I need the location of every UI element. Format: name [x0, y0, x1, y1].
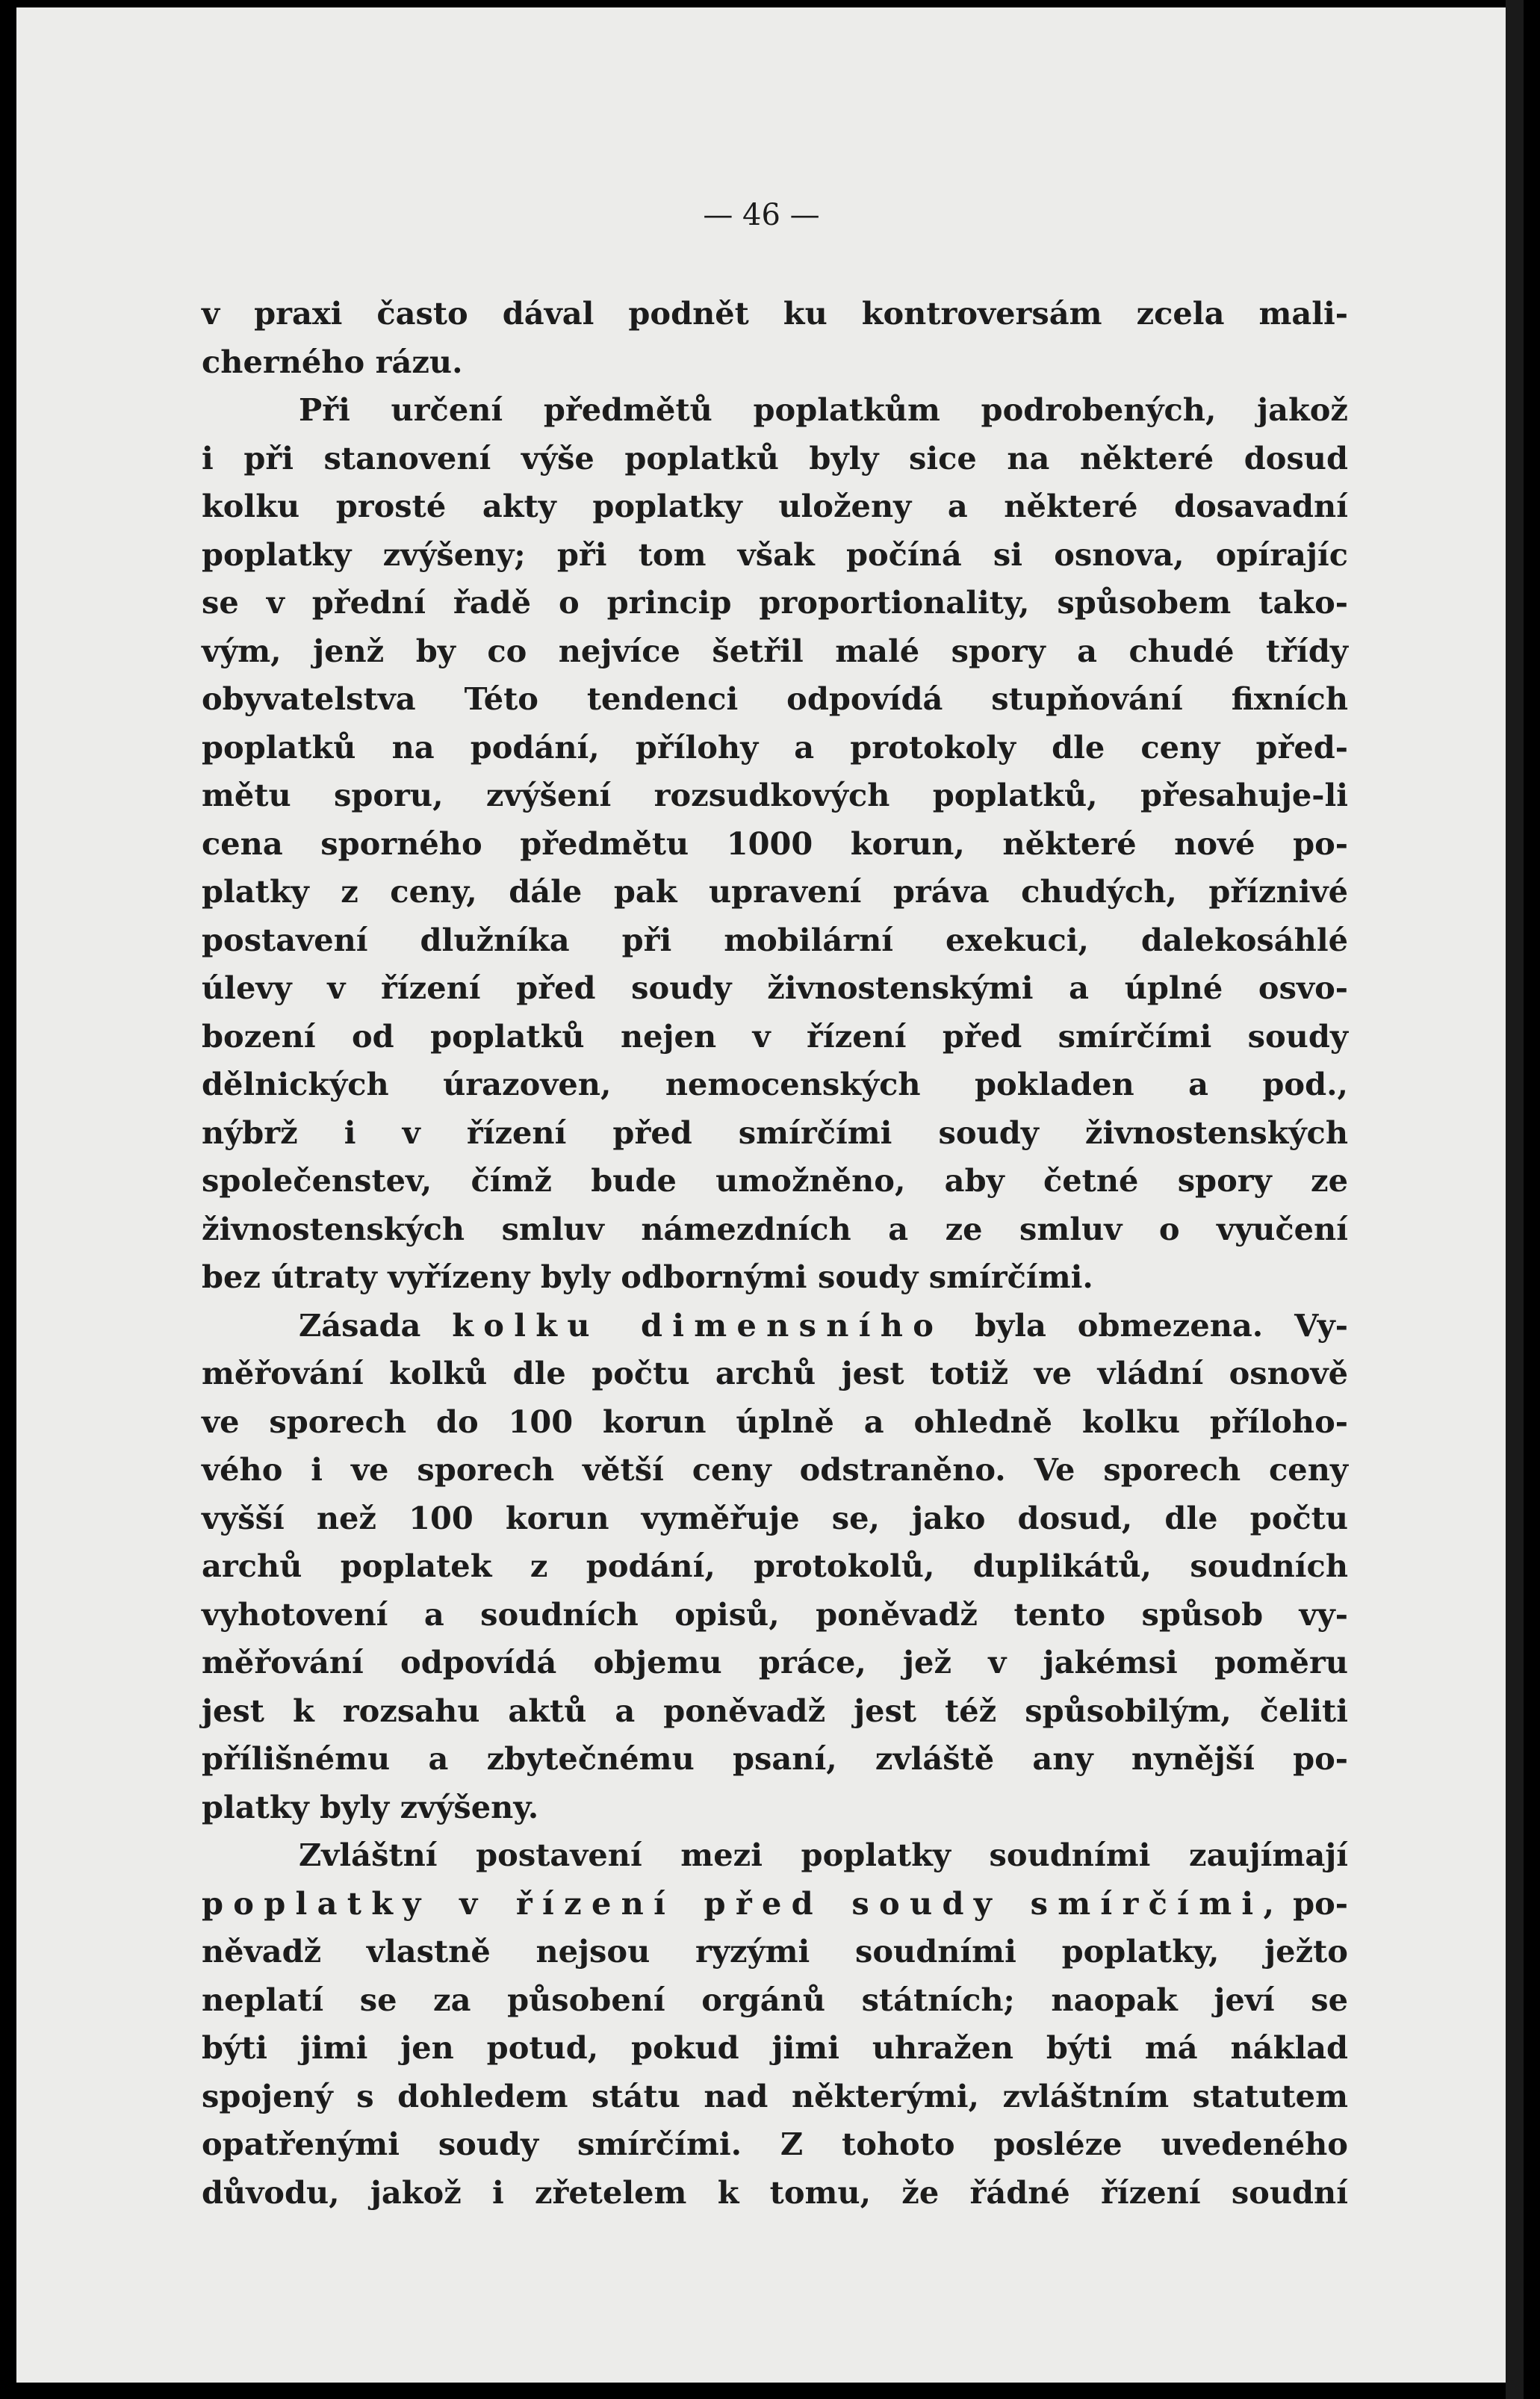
text-line: opatřenými soudy smírčími. Z tohoto posléze uvedeného: [202, 2126, 1348, 2162]
text-line: důvodu, jakož i zřetelem k tomu, že řádné řízení soudní: [202, 2173, 1348, 2211]
text-line: poplatků na podání, přílohy a protokoly dle ceny před-: [202, 728, 1348, 766]
text-line: archů poplatek z podání, protokolů, duplikátů, soudních: [202, 1548, 1348, 1584]
text-line: ve sporech do 100 korun úplně a ohledně kolku příloho-: [202, 1403, 1348, 1440]
text-line: živnostenských smluv námezdních a ze smluv o vyučení: [202, 1210, 1348, 1247]
body-text: [202, 290, 1348, 2217]
text-line: postavení dlužníka při mobilární exekuci, dalekosáhlé: [202, 921, 1348, 958]
paragraph-start-line: Při určení předmětů poplatkům podrobených, jakož: [299, 391, 1348, 428]
text-line: měřování kolků dle počtu archů jest totiž ve vládní osnově: [202, 1355, 1348, 1391]
text-line: platky z ceny, dále pak upravení práva chudých, příznivé: [202, 873, 1348, 910]
text-line: obyvatelstva Této tendenci odpovídá stupňování fixních: [202, 680, 1348, 717]
text-line: úlevy v řízení před soudy živnostenskými a úplné osvo-: [202, 969, 1348, 1006]
text-line: poplatky zvýšeny; při tom však počíná si osnova, opírajíc: [202, 536, 1348, 573]
text-line: přílišnému a zbytečnému psaní, zvláště any nynější po-: [202, 1740, 1348, 1777]
text-line: nýbrž i v řízení před smírčími soudy živnostenských: [202, 1114, 1348, 1151]
page-edge-shadow: [1506, 0, 1524, 2399]
text-line: i při stanovení výše poplatků byly sice na některé dosud: [202, 439, 1348, 477]
text-line: poplatky v řízení před soudy smírčími, po-: [202, 1884, 1348, 1922]
text-line: vyšší než 100 korun vyměřuje se, jako dosud, dle počtu: [202, 1499, 1348, 1536]
text-line: vyhotovení a soudních opisů, poněvadž tento spůsob vy-: [202, 1595, 1348, 1633]
paragraph-start-line: Zvláštní postavení mezi poplatky soudními zaujímají: [299, 1837, 1348, 1873]
text-line: dělnických úrazoven, nemocenských pokladen a pod.,: [202, 1066, 1348, 1102]
emphasized-term: poplatky v řízení před soudy smírčími: [202, 1884, 1264, 1922]
text-line: se v přední řadě o princip proportionality, spůsobem tako-: [202, 584, 1348, 621]
text-line: společenstev, čímž bude umožněno, aby četné spory ze: [202, 1162, 1348, 1199]
text-line: mětu sporu, zvýšení rozsudkových poplatků, přesahuje-li: [202, 777, 1348, 813]
emphasized-term: kolku dimensního: [452, 1306, 944, 1344]
text-line: bození od poplatků nejen v řízení před smírčími soudy: [202, 1017, 1348, 1055]
book-page: [16, 7, 1506, 2383]
text-line: vého i ve sporech větší ceny odstraněno. Ve sporech ceny: [202, 1451, 1348, 1488]
text-line: býti jimi jen potud, pokud jimi uhražen býti má náklad: [202, 2029, 1348, 2066]
paragraph-start-line: Zásada kolku dimensního byla obmezena. Vy-: [299, 1306, 1349, 1344]
text-line: jest k rozsahu aktů a poněvadž jest též spůsobilým, čeliti: [202, 1692, 1348, 1729]
text-line: v praxi často dával podnět ku kontroversám zcela mali-: [202, 295, 1348, 332]
text-line: spojený s dohledem státu nad některými, zvláštním statutem: [202, 2077, 1348, 2114]
text-line: měřování odpovídá objemu práce, jež v jakémsi poměru: [202, 1644, 1348, 1680]
text-line: neplatí se za působení orgánů státních; naopak jeví se: [202, 1981, 1348, 2018]
text-line: cena sporného předmětu 1000 korun, některé nové po-: [202, 825, 1348, 862]
text-line: vým, jenž by co nejvíce šetřil malé spory a chudé třídy: [202, 632, 1348, 669]
page-number: — 46 —: [703, 198, 820, 232]
text-line: kolku prosté akty poplatky uloženy a některé dosavadní: [202, 488, 1348, 524]
text-line: cherného rázu.: [202, 343, 463, 380]
text-line: platky byly zvýšeny.: [202, 1788, 539, 1825]
text-line: bez útraty vyřízeny byly odbornými soudy smírčími.: [202, 1259, 1093, 1295]
text-line: něvadž vlastně nejsou ryzými soudními poplatky, ježto: [202, 1933, 1348, 1970]
